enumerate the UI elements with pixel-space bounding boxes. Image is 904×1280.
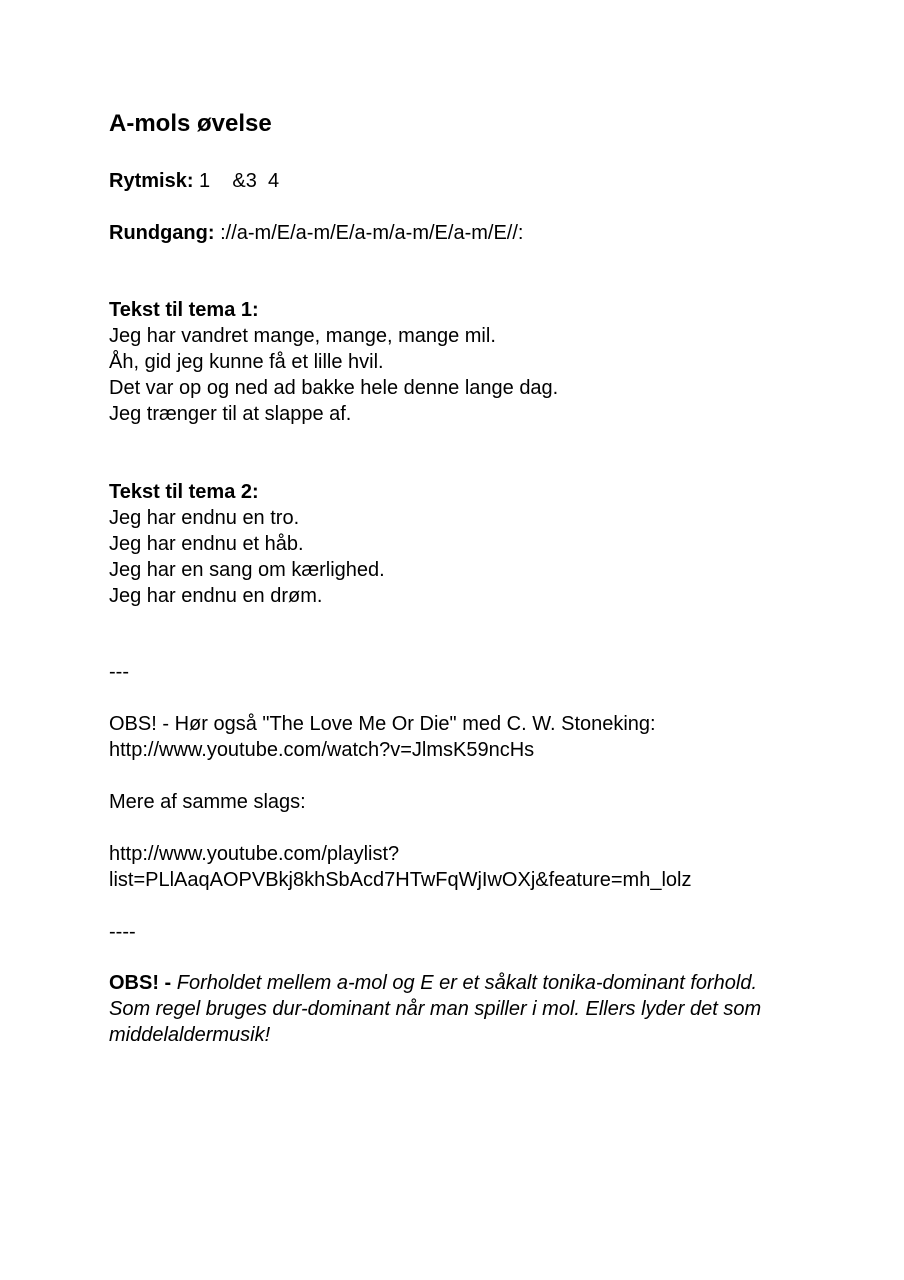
tema1-heading: Tekst til tema 1: — [109, 299, 259, 321]
tema2-heading: Tekst til tema 2: — [109, 481, 259, 503]
obs-link-text: OBS! - Hør også "The Love Me Or Die" med C. W. Stoneking: — [109, 713, 656, 735]
playlist-link[interactable] — [109, 841, 844, 893]
tema1-line: Jeg har vandret mange, mange, mange mil. — [109, 325, 496, 347]
obs-note-label: OBS! - — [109, 972, 172, 994]
tema2-line: Jeg har endnu et håb. — [109, 533, 304, 555]
rundgang-value: ://a-m/E/a-m/E/a-m/a-m/E/a-m/E//: — [214, 222, 524, 244]
more-text: Mere af samme slags: — [109, 791, 306, 813]
tema2-line: Jeg har endnu en drøm. — [109, 585, 323, 607]
tema1-section — [109, 297, 844, 427]
rundgang-line — [109, 220, 844, 246]
tema2-section — [109, 479, 844, 609]
tema1-line: Det var op og ned ad bakke hele denne lange dag. — [109, 377, 559, 399]
rytmisk-value: 1 &3 4 — [193, 170, 280, 192]
obs-link-section — [109, 711, 844, 763]
rytmisk-label: Rytmisk: — [109, 170, 194, 192]
obs-note — [109, 970, 769, 1048]
separator-1: --- — [109, 661, 129, 683]
page-title: A-mols øvelse — [109, 110, 272, 137]
separator-2: ---- — [109, 921, 136, 943]
tema2-line: Jeg har endnu en tro. — [109, 507, 300, 529]
tema1-line: Åh, gid jeg kunne få et lille hvil. — [109, 351, 384, 373]
youtube-video-link[interactable]: http://www.youtube.com/watch?v=JlmsK59ncHs — [109, 739, 535, 761]
rundgang-label: Rundgang: — [109, 222, 215, 244]
rytmisk-line — [109, 168, 844, 194]
playlist-url-line[interactable]: http://www.youtube.com/playlist? — [109, 843, 400, 865]
playlist-url-line[interactable]: list=PLlAaqAOPVBkj8khSbAcd7HTwFqWjIwOXj&feature=mh_lolz — [109, 869, 692, 891]
tema2-line: Jeg har en sang om kærlighed. — [109, 559, 385, 581]
tema1-line: Jeg trænger til at slappe af. — [109, 403, 352, 425]
obs-note-text: Forholdet mellem a-mol og E er et såkalt tonika-dominant forhold. Som regel bruges dur-dominant når man spiller i mol. Ellers lyder det som middelaldermusik! — [109, 972, 762, 1046]
